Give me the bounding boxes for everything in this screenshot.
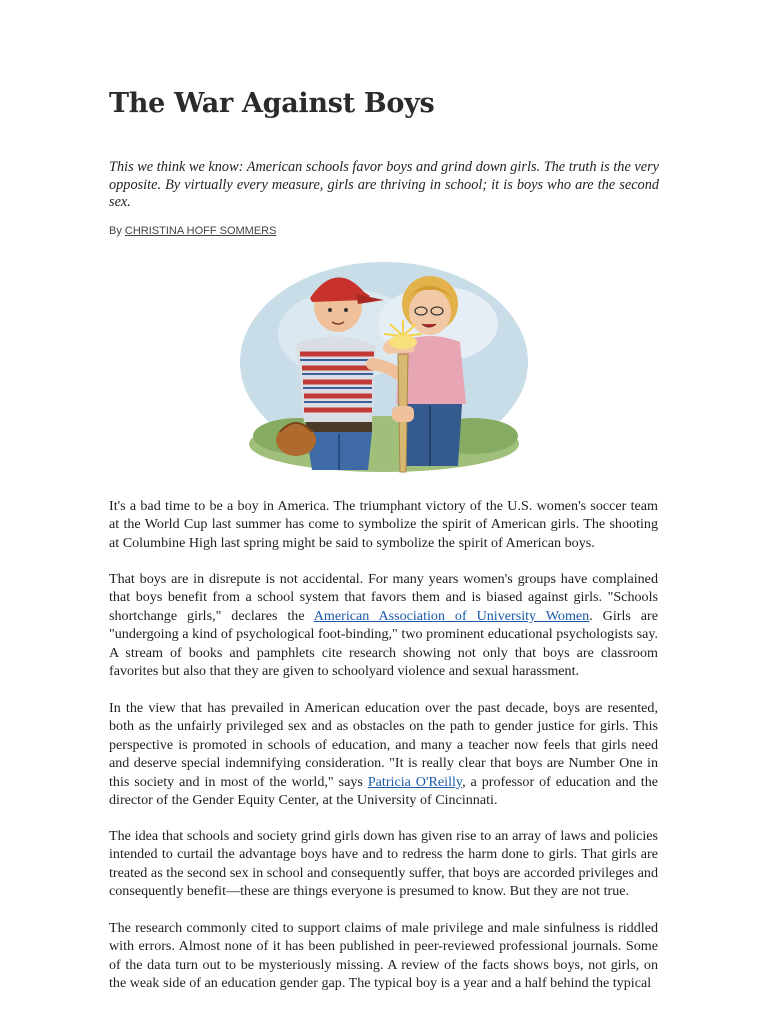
paragraph-5: The research commonly cited to support claims of male privilege and male sinfulness is riddled with errors. Almost none of it has been published in peer-reviewed professional journals. Some of the data turn out to be mysteriously missing. A review of the facts shows boys, not girls, on the weak side of an education gender gap. The typical boy is a year and a half behind the typical (109, 920, 658, 992)
article-illustration (238, 254, 530, 480)
paragraph-2-text-b: . Girls are "undergoing a kind of psychological foot-binding," two prominent educational psychologists say. A stream of books and pamphlets cite research showing not only that boys are classroom favorites but also that they are given to schoolyard violence and sexual harassment. (109, 607, 658, 680)
patricia-oreilly-link[interactable]: Patricia O'Reilly (367, 773, 463, 790)
paragraph-2-text-a: That boys are in disrepute is not accidental. For many years women's groups have complained that boys benefit from a school system that favors them and is biased against girls. "Schools shortchange girls," declares the (109, 571, 658, 624)
paragraph-2 (109, 570, 658, 680)
byline (109, 225, 276, 237)
aauw-link[interactable]: American Association of University Women (313, 607, 590, 624)
paragraph-1: It's a bad time to be a boy in America. The triumphant victory of the U.S. women's soccer team at the World Cup last summer has come to symbolize the spirit of American girls. The shooting at Columbine High last spring might be said to symbolize the spirit of American boys. (109, 498, 658, 551)
article-dek: This we think we know: American schools favor boys and grind down girls. The truth is the very opposite. By virtually every measure, girls are thriving in school; it is boys who are the second sex. (109, 159, 659, 211)
author-link[interactable]: CHRISTINA HOFF SOMMERS (124, 225, 277, 237)
paragraph-3 (109, 699, 658, 809)
byline-prefix: By (109, 225, 122, 237)
paragraph-4: The idea that schools and society grind girls down has given rise to an array of laws and policies intended to curtail the advantage boys have and to redress the harm done to girls. That girls are treated as the second sex in school and consequently suffer, that boys are accorded privileges and consequently benefit—these are things everyone is presumed to know. But they are not true. (109, 828, 658, 900)
article-title: The War Against Boys (109, 88, 435, 119)
paragraph-3-text-b: , a professor of education and the director of the Gender Equity Center, at the University of Cincinnati. (109, 773, 658, 809)
paragraph-3-text-a: In the view that has prevailed in American education over the past decade, boys are resented, both as the unfairly privileged sex and as obstacles on the path to gender justice for girls. This perspective is promoted in schools of education, and many a teacher now feels that girls need and deserve special indemnifying consideration. "It is really clear that boys are Number One in this society and in most of the world," says (109, 700, 658, 790)
